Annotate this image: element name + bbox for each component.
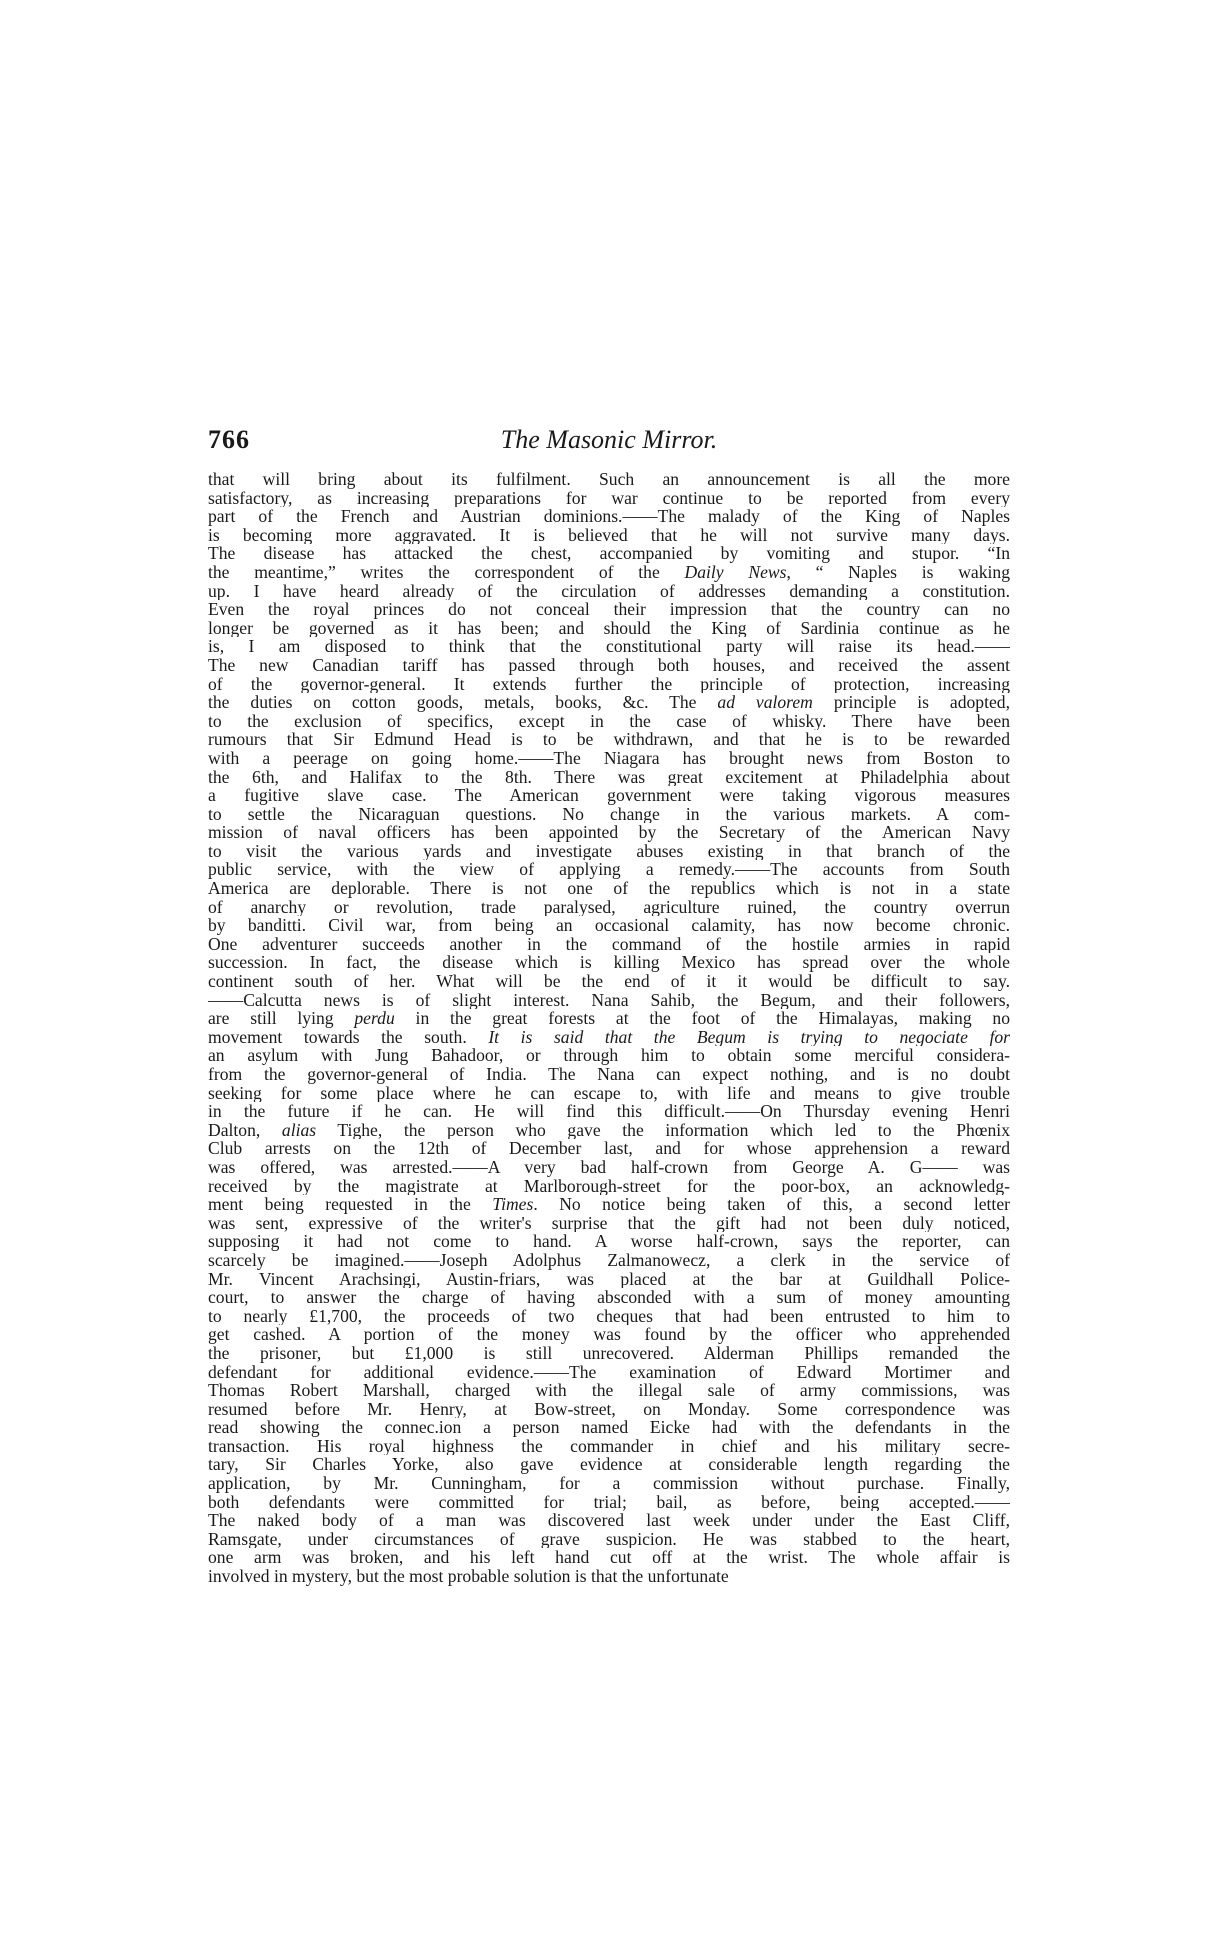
text-line: public service, with the view of applying a remedy.——The accounts from South [208, 860, 1010, 880]
text-line: of the governor-general. It extends further the principle of protection, increasing [208, 674, 1010, 694]
text-line: a fugitive slave case. The American government were taking vigorous measures [208, 786, 1010, 805]
text-line: application, by Mr. Cunningham, for a commission without purchase. Finally, [208, 1474, 1010, 1493]
text-line: continent south of her. What will be the end of it it would be difficult to say. [208, 972, 1010, 991]
text-line: up. I have heard already of the circulation of addresses demanding a constitution. [208, 581, 1010, 601]
text-line: the 6th, and Halifax to the 8th. There was great excitement at Philadelphia about [208, 767, 1010, 787]
text-line: movement towards the south. It is said that the Begum is trying to negociate for [208, 1027, 1010, 1047]
text-line: The naked body of a man was discovered last week under under the East Cliff, [208, 1511, 1010, 1530]
text-line: of anarchy or revolution, trade paralysed, agriculture ruined, the country overrun [208, 897, 1010, 917]
text-line: court, to answer the charge of having absconded with a sum of money amounting [208, 1288, 1010, 1307]
text-line: was offered, was arrested.——A very bad half-crown from George A. G—— was [208, 1157, 1010, 1177]
text-line: was sent, expressive of the writer's surprise that the gift had not been duly noticed, [208, 1213, 1010, 1233]
text-line: the meantime,” writes the correspondent of the Daily News, “ Naples is waking [208, 562, 1010, 582]
text-line: transaction. His royal highness the commander in chief and his military secre- [208, 1436, 1010, 1456]
text-line: with a peerage on going home.——The Niagara has brought news from Boston to [208, 748, 1010, 768]
text-line: to settle the Nicaraguan questions. No change in the various markets. A com- [208, 804, 1010, 824]
text-line: satisfactory, as increasing preparations for war continue to be reported from every [208, 488, 1010, 508]
text-line: to nearly £1,700, the proceeds of two cheques that had been entrusted to him to [208, 1306, 1010, 1326]
text-line: Thomas Robert Marshall, charged with the illegal sale of army commissions, was [208, 1381, 1010, 1400]
text-line: Club arrests on the 12th of December last, and for whose apprehension a reward [208, 1139, 1010, 1158]
text-line: Ramsgate, under circumstances of grave suspicion. He was stabbed to the heart, [208, 1529, 1010, 1549]
text-line: America are deplorable. There is not one of the republics which is not in a state [208, 879, 1010, 898]
text-line: from the governor-general of India. The Nana can expect nothing, and is no doubt [208, 1065, 1010, 1084]
text-line: resumed before Mr. Henry, at Bow-street, on Monday. Some correspondence was [208, 1399, 1010, 1419]
text-line: succession. In fact, the disease which is killing Mexico has spread over the whole [208, 953, 1010, 973]
text-line: longer be governed as it has been; and should the King of Sardinia continue as he [208, 618, 1010, 638]
text-line: scarcely be imagined.——Joseph Adolphus Zalmanowecz, a clerk in the service of [208, 1250, 1010, 1270]
text-line: in the future if he can. He will find this difficult.——On Thursday evening Henri [208, 1102, 1010, 1121]
text-line: read showing the connec.ion a person named Eicke had with the defendants in the [208, 1418, 1010, 1437]
text-line: both defendants were committed for trial; bail, as before, being accepted.—— [208, 1492, 1010, 1512]
text-line: part of the French and Austrian dominions.——The malady of the King of Naples [208, 507, 1010, 526]
article-body [208, 470, 1010, 1586]
text-line: Mr. Vincent Arachsingi, Austin-friars, was placed at the bar at Guildhall Police- [208, 1269, 1010, 1289]
text-line: to visit the various yards and investigate abuses existing in that branch of the [208, 841, 1010, 861]
text-line: mission of naval officers has been appointed by the Secretary of the American Navy [208, 823, 1010, 842]
text-line: tary, Sir Charles Yorke, also gave evidence at considerable length regarding the [208, 1455, 1010, 1475]
text-line: The disease has attacked the chest, accompanied by vomiting and stupor. “In [208, 544, 1010, 563]
text-line: get cashed. A portion of the money was found by the officer who apprehended [208, 1325, 1010, 1344]
running-title: The Masonic Mirror. [500, 425, 718, 454]
text-line: the prisoner, but £1,000 is still unrecovered. Alderman Phillips remanded the [208, 1343, 1010, 1363]
text-line: the duties on cotton goods, metals, books, &c. The ad valorem principle is adopted, [208, 693, 1010, 712]
text-line: by banditti. Civil war, from being an occasional calamity, has now become chronic. [208, 916, 1010, 935]
text-line: rumours that Sir Edmund Head is to be withdrawn, and that he is to be rewarded [208, 730, 1010, 749]
text-line: is, I am disposed to think that the constitutional party will raise its head.—— [208, 637, 1010, 656]
text-line: supposing it had not come to hand. A worse half-crown, says the reporter, can [208, 1232, 1010, 1251]
text-line: seeking for some place where he can escape to, with life and means to give trouble [208, 1083, 1010, 1103]
page-number: 766 [208, 425, 250, 454]
text-line: ment being requested in the Times. No notice being taken of this, a second letter [208, 1195, 1010, 1214]
text-line: The new Canadian tariff has passed through both houses, and received the assent [208, 655, 1010, 675]
text-line: that will bring about its fulfilment. Such an announcement is all the more [208, 470, 1010, 489]
text-line: is becoming more aggravated. It is believed that he will not survive many days. [208, 525, 1010, 545]
text-line: ——Calcutta news is of slight interest. Nana Sahib, the Begum, and their followers, [208, 990, 1010, 1010]
text-line: One adventurer succeeds another in the command of the hostile armies in rapid [208, 934, 1010, 954]
text-line: involved in mystery, but the most probable solution is that the unfortunate [208, 1567, 729, 1586]
text-line: defendant for additional evidence.——The examination of Edward Mortimer and [208, 1362, 1010, 1382]
text-line: an asylum with Jung Bahadoor, or through him to obtain some merciful considera- [208, 1046, 1010, 1065]
text-line: one arm was broken, and his left hand cut off at the wrist. The whole affair is [208, 1548, 1010, 1568]
text-line: received by the magistrate at Marlborough-street for the poor-box, an acknowledg- [208, 1176, 1010, 1196]
text-line: to the exclusion of specifics, except in the case of whisky. There have been [208, 711, 1010, 731]
text-line: Even the royal princes do not conceal their impression that the country can no [208, 600, 1010, 619]
text-line: Dalton, alias Tighe, the person who gave the information which led to the Phœnix [208, 1120, 1010, 1140]
text-line: are still lying perdu in the great forests at the foot of the Himalayas, making no [208, 1009, 1010, 1028]
page-header [208, 425, 1010, 465]
